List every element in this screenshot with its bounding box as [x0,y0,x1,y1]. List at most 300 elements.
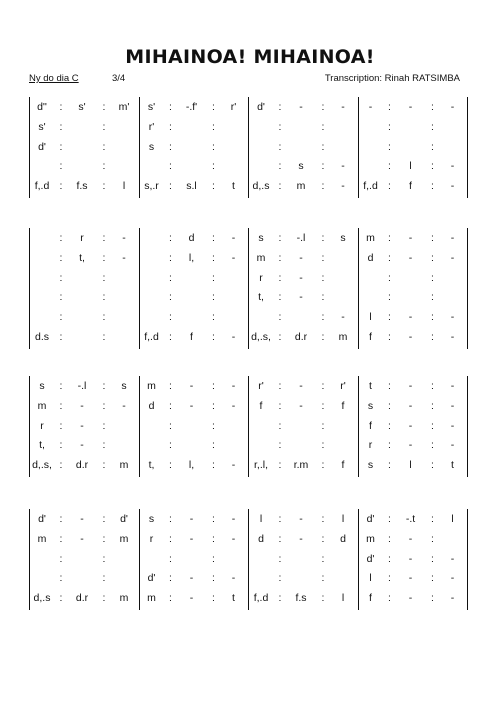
beat-separator: : [321,120,325,133]
beat-separator: : [321,572,325,585]
note-cell: r,.l, [253,459,269,472]
note-cell: - [341,101,345,113]
beat-separator: : [102,180,106,193]
beat-separator: : [59,251,63,264]
beat-separator: : [59,399,63,412]
note-cell: m [119,532,129,545]
note-cell: l [369,311,372,324]
voice-row [29,396,467,416]
note-cell: s [298,160,304,173]
note-cell: - [122,232,126,244]
beat-separator: : [278,311,282,324]
beat-separator: : [59,232,63,244]
beat-separator: : [102,439,106,452]
note-cell: d' [38,140,46,153]
beat-separator: : [59,331,63,343]
beat-separator: : [321,251,325,264]
note-cell: - [231,459,236,472]
note-cell: r [40,419,44,432]
note-cell: r' [258,380,264,392]
beat-separator: : [431,439,434,452]
note-cell: d' [366,513,375,525]
note-cell: t [232,592,235,605]
note-cell: f,.d [144,331,159,343]
beat-separator: : [212,232,215,244]
note-cell: - [231,380,236,392]
note-cell: l, [188,459,195,472]
beat-separator: : [388,513,391,525]
beat-separator: : [431,291,434,304]
note-cell: d [340,532,346,545]
note-cell: d' [257,101,265,113]
voice-row [29,549,467,569]
note-cell: l [122,180,126,193]
note-cell: d' [120,513,128,525]
transcription-credit: Transcription: Rinah RATSIMBA [324,73,460,84]
beat-separator: : [169,380,172,392]
beat-separator: : [431,552,434,565]
note-cell: - [408,380,413,392]
voice-row [29,248,467,268]
note-cell: - [408,251,413,264]
note-cell: f [409,180,412,193]
beat-separator: : [212,291,215,304]
beat-separator: : [59,140,63,153]
note-cell: - [408,331,413,343]
voice-row [29,228,467,248]
beat-separator: : [321,399,325,412]
beat-separator: : [278,592,282,605]
note-cell: - [231,251,236,264]
note-cell: - [450,232,455,244]
note-cell: - [299,399,303,412]
beat-separator: : [278,532,282,545]
beat-separator: : [169,439,172,452]
note-cell: - [408,532,413,545]
note-cell: - [341,311,345,324]
voice-row [29,327,467,347]
beat-separator: : [59,513,63,525]
note-cell: - [368,101,373,113]
beat-separator: : [102,271,106,284]
note-cell: s [367,399,374,412]
beat-separator: : [169,101,172,113]
note-cell: t, [258,291,264,304]
note-cell: m' [118,101,130,113]
beat-separator: : [388,399,391,412]
note-cell: s.l [186,180,197,193]
note-cell: - [408,101,413,113]
beat-separator: : [431,459,434,472]
note-cell: d' [147,572,156,585]
beat-separator: : [431,101,434,113]
beat-separator: : [59,180,63,193]
note-cell: - [450,419,455,432]
note-cell: r' [340,380,346,392]
note-cell: f [341,399,345,412]
note-cell: - [299,271,303,284]
note-cell: - [80,513,84,525]
voice-row [29,156,467,176]
note-cell: d' [38,513,46,525]
beat-separator: : [431,419,434,432]
note-cell: - [408,311,413,324]
beat-separator: : [388,439,391,452]
voice-row [29,287,467,307]
note-cell: - [189,532,194,545]
note-cell: r' [230,101,237,113]
beat-separator: : [431,311,434,324]
beat-separator: : [102,592,106,605]
beat-separator: : [321,331,325,343]
note-cell: - [450,251,455,264]
barline [467,228,468,349]
beat-separator: : [278,271,282,284]
beat-separator: : [388,271,391,284]
note-cell: f,.d [253,592,269,605]
note-cell: - [408,439,413,452]
voice-row [29,268,467,288]
note-cell: f [190,331,193,343]
voice-row [29,435,467,455]
beat-separator: : [102,459,106,472]
note-cell: m [147,380,156,392]
note-cell: - [189,399,194,412]
note-cell: l [409,160,412,173]
beat-separator: : [59,291,63,304]
beat-separator: : [102,311,106,324]
note-cell: - [299,251,303,264]
note-cell: d,.s, [32,459,52,472]
beat-separator: : [212,251,215,264]
voice-row [29,307,467,327]
beat-separator: : [321,160,325,173]
beat-separator: : [321,101,325,113]
note-cell: t, [148,459,155,472]
note-cell: - [231,532,236,545]
beat-separator: : [169,552,172,565]
note-cell: s' [38,120,46,133]
beat-separator: : [388,380,391,392]
staff-system [29,509,467,610]
note-cell: d'' [37,101,47,113]
beat-separator: : [102,399,106,412]
beat-separator: : [102,331,106,343]
beat-separator: : [431,271,434,284]
beat-separator: : [169,271,172,284]
beat-separator: : [388,160,391,173]
beat-separator: : [169,291,172,304]
beat-separator: : [102,572,106,585]
beat-separator: : [278,232,282,244]
note-cell: - [231,513,236,525]
beat-separator: : [102,101,106,113]
beat-separator: : [321,380,325,392]
beat-separator: : [321,180,325,193]
note-cell: d.r [294,331,308,343]
beat-separator: : [321,439,325,452]
note-cell: r [80,232,84,244]
beat-separator: : [59,572,63,585]
beat-separator: : [212,532,215,545]
staff-system [29,97,467,198]
note-cell: d [188,232,195,244]
beat-separator: : [212,160,215,173]
beat-separator: : [102,160,106,173]
beat-separator: : [59,552,63,565]
note-cell: - [408,552,413,565]
beat-separator: : [212,101,215,113]
beat-separator: : [212,380,215,392]
note-cell: r.m [293,459,309,472]
beat-separator: : [278,180,282,193]
note-cell: d' [366,552,375,565]
beat-separator: : [102,380,106,392]
note-cell: d,.s [33,592,51,605]
beat-separator: : [388,459,391,472]
beat-separator: : [431,120,434,133]
note-cell: m [296,180,306,193]
note-cell: f [259,399,263,412]
voice-row [29,455,467,475]
beat-separator: : [321,311,325,324]
beat-separator: : [431,251,434,264]
beat-separator: : [59,439,63,452]
beat-separator: : [212,120,215,133]
note-cell: d.r [75,459,89,472]
note-cell: d [148,399,155,412]
note-cell: - [299,380,303,392]
note-cell: - [231,331,236,343]
beat-separator: : [388,232,391,244]
beat-separator: : [59,532,63,545]
beat-separator: : [169,140,172,153]
note-cell: l [259,513,263,525]
page-title: MIHAINOA! MIHAINOA! [125,46,375,68]
beat-separator: : [102,419,106,432]
note-cell: -.l [77,380,87,392]
beat-separator: : [169,532,172,545]
beat-separator: : [278,251,282,264]
note-cell: - [189,513,194,525]
note-cell: r [149,532,154,545]
beat-separator: : [212,271,215,284]
note-cell: f [369,331,372,343]
beat-separator: : [59,380,63,392]
beat-separator: : [388,592,391,605]
note-cell: f,.d [34,180,50,193]
note-cell: d.s [34,331,50,343]
note-cell: t, [39,439,45,452]
beat-separator: : [278,120,282,133]
beat-separator: : [388,291,391,304]
beat-separator: : [59,419,63,432]
beat-separator: : [388,419,391,432]
note-cell: - [408,419,413,432]
beat-separator: : [169,513,172,525]
beat-separator: : [169,311,172,324]
note-cell: - [80,439,84,452]
note-cell: s' [147,101,156,113]
note-cell: s [39,380,45,392]
beat-separator: : [321,532,325,545]
note-cell: - [189,592,194,605]
note-cell: l [341,592,345,605]
beat-separator: : [169,399,172,412]
beat-separator: : [278,331,282,343]
note-cell: s [121,380,127,392]
note-cell: t, [79,251,85,264]
note-cell: d [258,532,264,545]
beat-separator: : [278,439,282,452]
beat-separator: : [278,380,282,392]
beat-separator: : [169,419,172,432]
beat-separator: : [102,120,106,133]
beat-separator: : [212,180,215,193]
note-cell: s [367,459,374,472]
voice-row [29,509,467,529]
note-cell: t [451,459,454,472]
beat-separator: : [212,419,215,432]
note-cell: s [340,232,346,244]
note-cell: - [231,232,236,244]
note-cell: - [450,160,455,173]
note-cell: d [367,251,374,264]
beat-separator: : [212,572,215,585]
beat-separator: : [431,180,434,193]
beat-separator: : [169,180,172,193]
note-cell: m [147,592,156,605]
voice-row [29,416,467,436]
note-cell: -.f' [185,101,198,113]
note-cell: - [299,532,303,545]
note-cell: - [80,399,84,412]
beat-separator: : [388,331,391,343]
beat-separator: : [388,180,391,193]
staff-system [29,376,467,477]
beat-separator: : [431,532,434,545]
note-cell: t [369,380,372,392]
beat-separator: : [321,140,325,153]
note-cell: - [450,399,455,412]
note-cell: s [148,140,155,153]
note-cell: - [80,419,84,432]
beat-separator: : [321,592,325,605]
note-cell: d.r [75,592,89,605]
beat-separator: : [212,552,215,565]
note-cell: l [369,572,372,585]
note-cell: - [122,251,126,264]
note-cell: - [408,592,413,605]
note-cell: - [80,532,84,545]
beat-separator: : [212,140,215,153]
beat-separator: : [59,311,63,324]
barline [467,97,468,198]
beat-separator: : [431,140,434,153]
beat-separator: : [169,251,172,264]
note-cell: - [450,331,455,343]
note-cell: - [450,180,455,193]
beat-separator: : [59,592,63,605]
beat-separator: : [102,232,106,244]
beat-separator: : [431,399,434,412]
note-cell: - [299,513,303,525]
beat-separator: : [388,532,391,545]
note-cell: - [189,380,194,392]
beat-separator: : [59,459,63,472]
beat-separator: : [278,513,282,525]
barline [467,376,468,477]
beat-separator: : [212,513,215,525]
note-cell: m [366,232,375,244]
key-signature: Ny do dia C [29,73,79,84]
note-cell: - [299,291,303,304]
note-cell: d,.s [252,180,270,193]
note-cell: - [122,399,126,412]
note-cell: - [450,311,455,324]
beat-separator: : [321,419,325,432]
note-cell: - [341,180,345,193]
note-cell: l, [188,251,195,264]
beat-separator: : [278,572,282,585]
note-cell: m [119,592,129,605]
beat-separator: : [431,592,434,605]
beat-separator: : [169,331,172,343]
beat-separator: : [388,101,391,113]
beat-separator: : [102,291,106,304]
note-cell: l [341,513,345,525]
beat-separator: : [388,251,391,264]
beat-separator: : [431,513,434,525]
beat-separator: : [321,459,325,472]
beat-separator: : [278,291,282,304]
note-cell: -.l [296,232,306,244]
note-cell: - [408,572,413,585]
note-cell: s,.r [144,180,159,193]
note-cell: f [369,592,372,605]
note-cell: - [450,380,455,392]
beat-separator: : [431,160,434,173]
note-cell: s' [78,101,86,113]
note-cell: m [338,331,348,343]
beat-separator: : [431,572,434,585]
beat-separator: : [388,552,391,565]
beat-separator: : [59,271,63,284]
time-signature: 3/4 [112,73,126,84]
beat-separator: : [212,439,215,452]
voice-row [29,97,467,117]
beat-separator: : [278,399,282,412]
beat-separator: : [278,419,282,432]
note-cell: - [450,552,455,565]
beat-separator: : [388,572,391,585]
beat-separator: : [59,160,63,173]
voice-row [29,376,467,396]
note-cell: - [450,101,455,113]
beat-separator: : [278,459,282,472]
voice-row [29,137,467,157]
note-cell: f,.d [363,180,378,193]
beat-separator: : [102,513,106,525]
note-cell: - [450,592,455,605]
note-cell: - [450,572,455,585]
beat-separator: : [321,291,325,304]
note-cell: m [37,532,47,545]
beat-separator: : [388,311,391,324]
note-cell: f [369,419,372,432]
beat-separator: : [278,101,282,113]
note-cell: m [366,532,375,545]
